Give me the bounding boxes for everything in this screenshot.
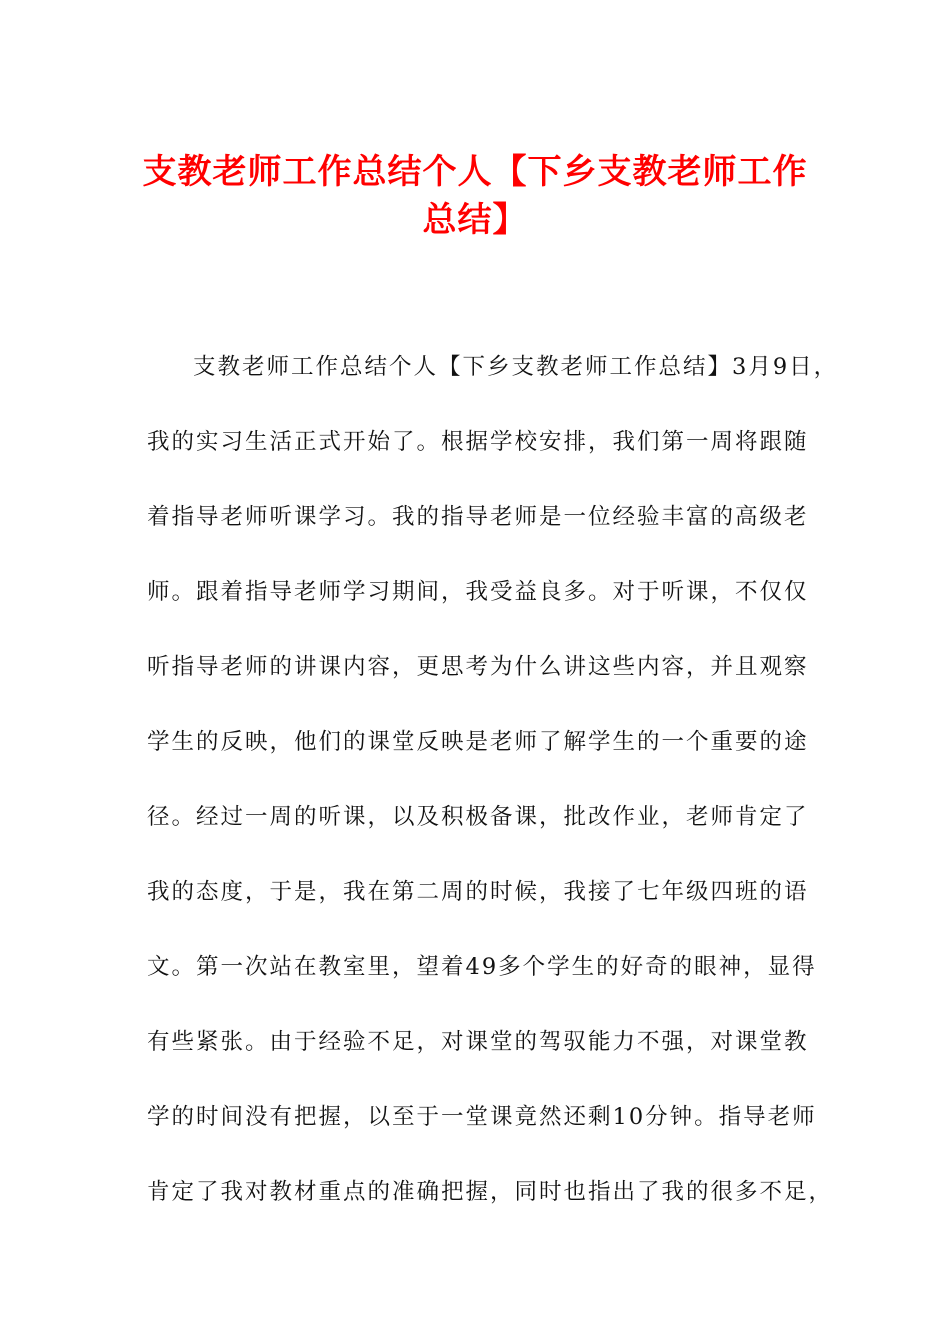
- body-line: 支教老师工作总结个人【下乡支教老师工作总结】3月9日，: [193, 354, 839, 380]
- body-paragraph: [147, 330, 839, 1230]
- document-title: [120, 148, 830, 244]
- title-line: 总结】: [422, 200, 528, 240]
- body-line: 师。跟着指导老师学习期间，我受益良多。对于听课，不仅仅: [147, 579, 809, 605]
- body-line: 我的实习生活正式开始了。根据学校安排，我们第一周将跟随: [147, 429, 809, 455]
- body-line: 文。第一次站在教室里，望着49多个学生的好奇的眼神，显得: [147, 954, 817, 980]
- body-line: 肯定了我对教材重点的准确把握，同时也指出了我的很多不足，: [147, 1179, 834, 1205]
- body-line: 听指导老师的讲课内容，更思考为什么讲这些内容，并且观察: [147, 654, 809, 680]
- title-line: 支教老师工作总结个人【下乡支教老师工作: [142, 152, 808, 192]
- body-line: 学生的反映，他们的课堂反映是老师了解学生的一个重要的途: [147, 729, 809, 755]
- body-line: 有些紧张。由于经验不足，对课堂的驾驭能力不强，对课堂教: [147, 1029, 809, 1055]
- body-line: 径。经过一周的听课，以及积极备课，批改作业，老师肯定了: [147, 804, 809, 830]
- body-line: 我的态度，于是，我在第二周的时候，我接了七年级四班的语: [147, 879, 809, 905]
- body-line: 学的时间没有把握，以至于一堂课竟然还剩10分钟。指导老师: [147, 1104, 817, 1130]
- body-line: 着指导老师听课学习。我的指导老师是一位经验丰富的高级老: [147, 504, 809, 530]
